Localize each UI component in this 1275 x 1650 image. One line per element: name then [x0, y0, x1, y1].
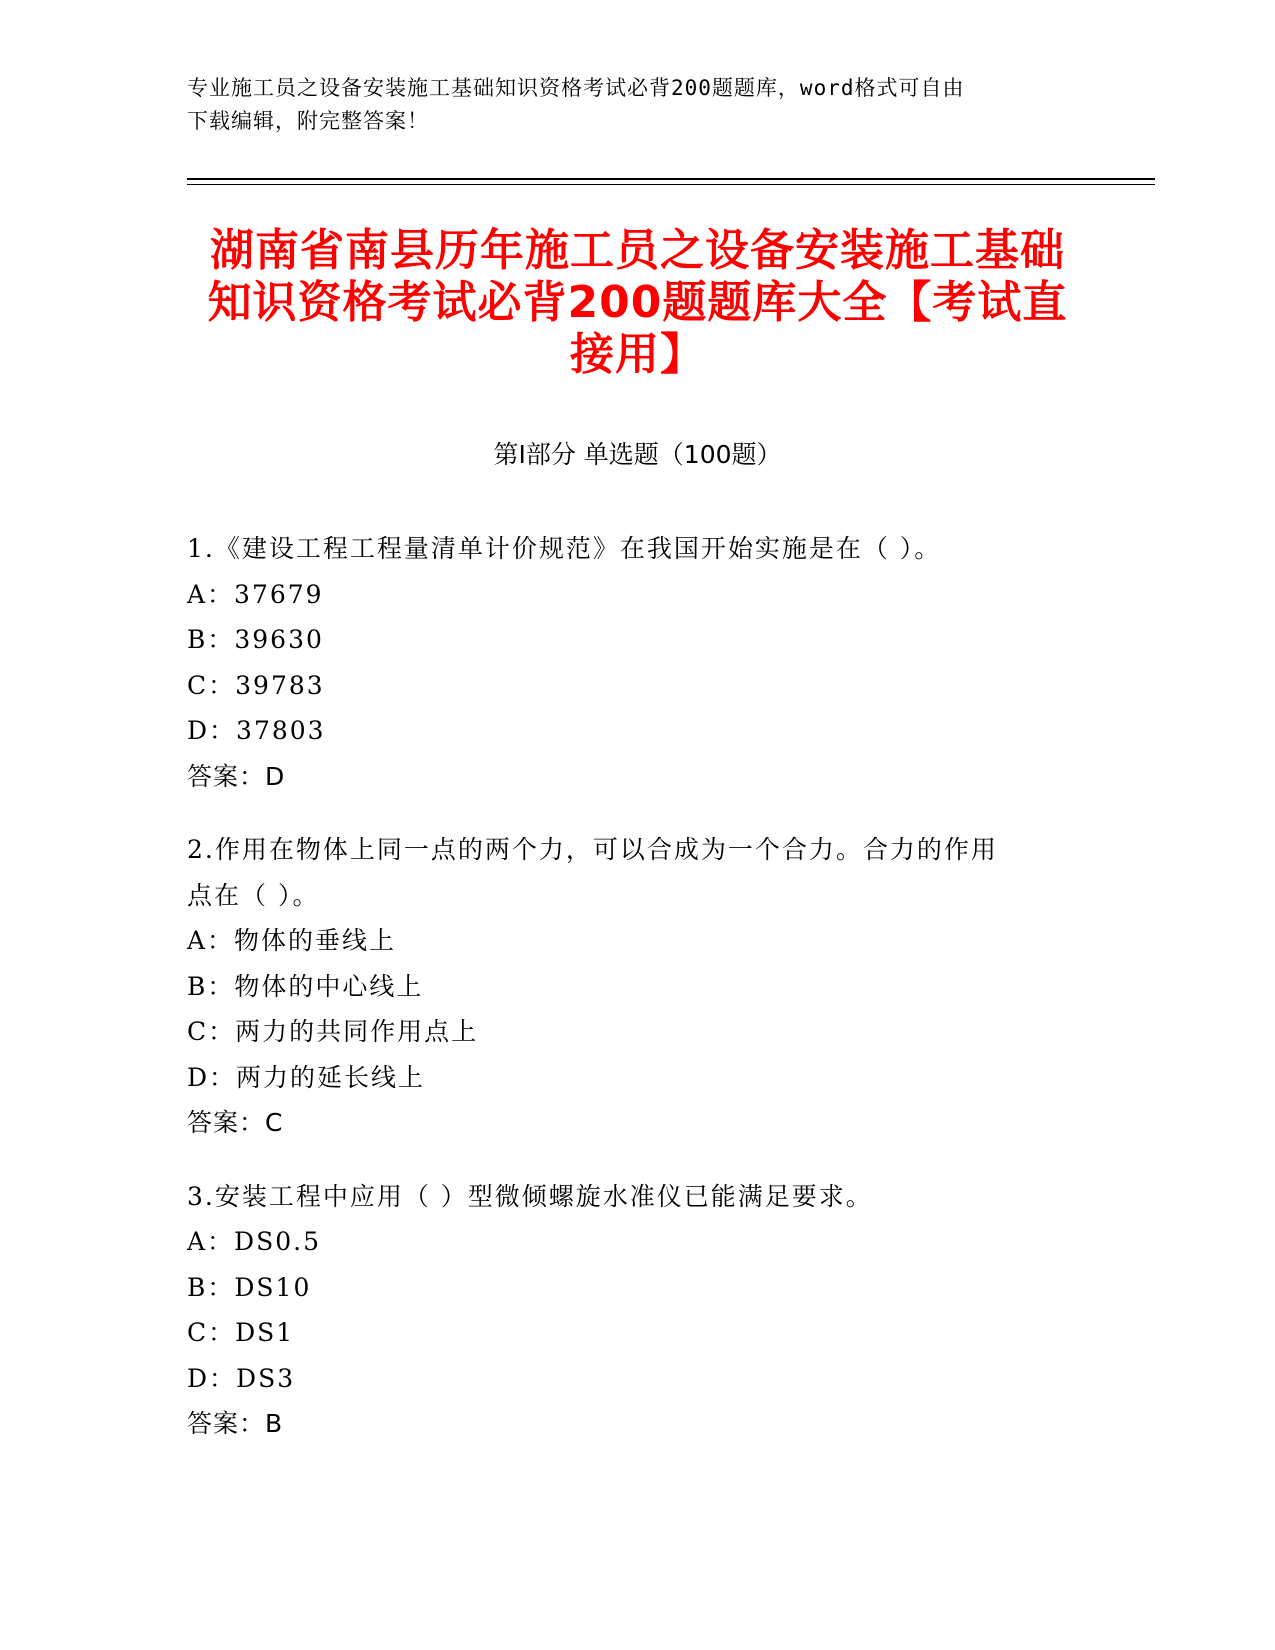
answer: 答案：B	[187, 1409, 284, 1438]
question-3	[187, 1174, 1067, 1447]
option-c: C：两力的共同作用点上	[187, 1017, 479, 1046]
header-note	[187, 72, 1087, 138]
question-list	[187, 526, 1067, 1475]
question-2	[187, 827, 1067, 1146]
option-a: A：物体的垂线上	[187, 926, 397, 955]
answer: 答案：D	[187, 761, 286, 791]
option-a: A：37679	[187, 579, 324, 609]
question-stem: 3.安装工程中应用（ ）型微倾螺旋水准仪已能满足要求。	[187, 1181, 873, 1211]
header-divider-thick	[187, 178, 1155, 180]
document-title-line-2: 知识资格考试必背200题题库大全【考试直	[207, 277, 1068, 328]
option-b: B：物体的中心线上	[187, 971, 424, 1001]
option-c: C：DS1	[187, 1318, 295, 1347]
document-title-line-1: 湖南省南县历年施工员之设备安装施工基础	[210, 225, 1065, 276]
document-title-line-3: 接用】	[570, 329, 705, 380]
answer: 答案：C	[187, 1108, 284, 1137]
header-note-line-1: 专业施工员之设备安装施工基础知识资格考试必背200题题库，word格式可自由	[187, 76, 965, 100]
section-title: 第I部分 单选题（100题）	[493, 440, 782, 469]
header-divider-thin	[187, 184, 1155, 185]
question-stem-continued: 点在（ ）。	[187, 880, 320, 910]
document-title	[160, 225, 1115, 381]
option-d: D：DS3	[187, 1363, 296, 1393]
option-d: D：37803	[187, 716, 326, 745]
option-b: B：39630	[187, 625, 324, 654]
header-note-line-2: 下载编辑，附完整答案！	[187, 109, 429, 133]
question-stem: 1.《建设工程工程量清单计价规范》在我国开始实施是在（ ）。	[187, 534, 942, 563]
option-d: D：两力的延长线上	[187, 1062, 426, 1092]
option-b: B：DS10	[187, 1272, 312, 1302]
question-1	[187, 526, 1067, 799]
option-a: A：DS0.5	[187, 1227, 321, 1256]
question-stem: 2.作用在物体上同一点的两个力，可以合成为一个合力。合力的作用	[187, 835, 998, 864]
option-c: C：39783	[187, 670, 325, 700]
